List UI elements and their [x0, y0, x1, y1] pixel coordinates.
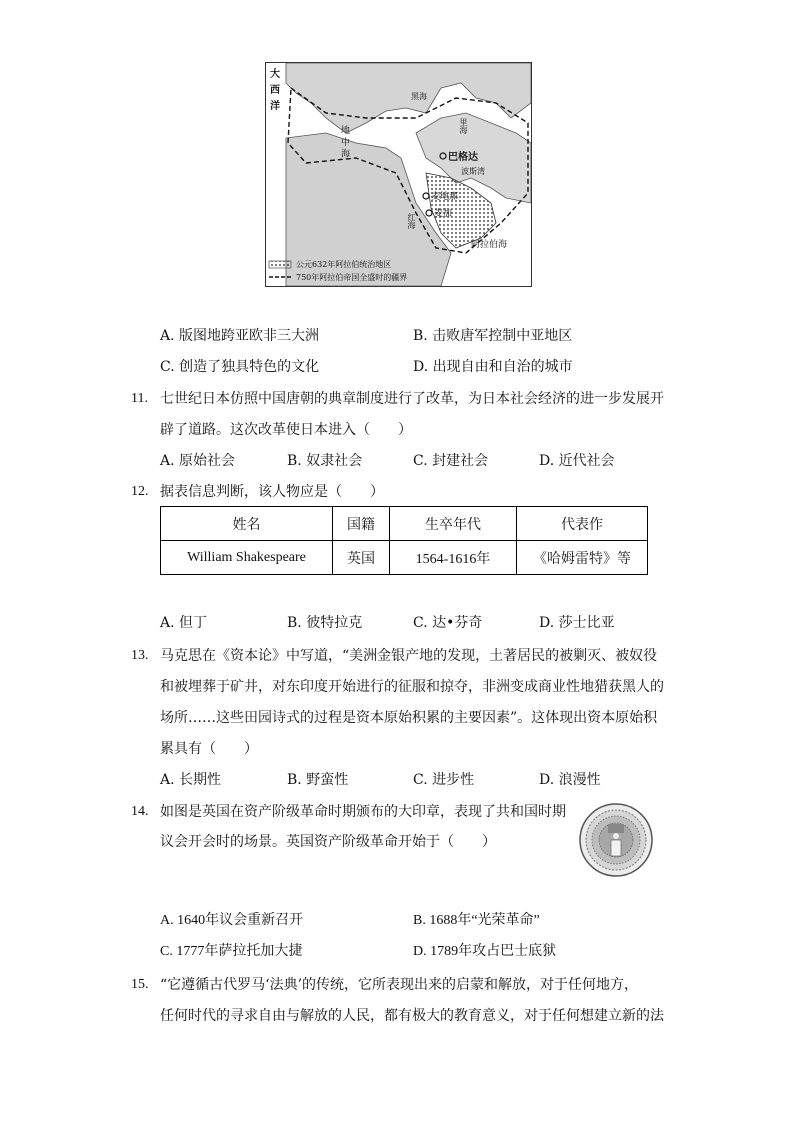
- q12-option-d[interactable]: D. 莎士比亚: [539, 615, 615, 631]
- q14-option-a[interactable]: A. 1640年议会重新召开: [160, 913, 304, 928]
- q13-number: 13.: [131, 648, 149, 663]
- q12-option-b[interactable]: B. 彼特拉克: [287, 615, 363, 631]
- map-label-medina: 麦地那: [431, 192, 459, 202]
- seal-graphic: [578, 802, 654, 878]
- q15-number: 15.: [131, 977, 149, 992]
- q13-stem-line1: 马克思在《资本论》中写道，“美洲金银产地的发现，土著居民的被剿灭、被奴役: [160, 648, 658, 664]
- q14-option-b[interactable]: B. 1688年“光荣革命”: [413, 913, 540, 928]
- map-label-persian-gulf: 波斯湾: [461, 167, 485, 176]
- q13-stem-line4: 累具有（ ）: [160, 741, 258, 757]
- q11-stem-line1: 七世纪日本仿照中国唐朝的典章制度进行了改革，为日本社会经济的进一步发展开: [160, 391, 664, 407]
- q12-stem: 据表信息判断，该人物应是（ ）: [160, 484, 384, 500]
- q13-stem-line3: 场所……这些田园诗式的过程是资本原始积累的主要因素”。这体现出资本原始积: [160, 710, 658, 726]
- land-europe: [286, 63, 531, 133]
- q11-option-d[interactable]: D. 近代社会: [539, 453, 615, 469]
- q13-option-c[interactable]: C. 进步性: [413, 772, 475, 788]
- q11-option-b[interactable]: B. 奴隶社会: [287, 453, 363, 469]
- table-cell-nationality: 英国: [333, 541, 390, 575]
- q10-option-d[interactable]: D. 出现自由和自治的城市: [413, 359, 573, 375]
- q12-number: 12.: [131, 484, 149, 499]
- map-label-red-sea: 红海: [407, 213, 416, 229]
- shakespeare-table: [160, 506, 648, 575]
- q15-stem-line1: “它遵循古代罗马‘法典’的传统，它所表现出来的启蒙和解放，对于任何地方，: [160, 977, 639, 993]
- q10-option-b[interactable]: B. 击败唐军控制中亚地区: [413, 328, 573, 344]
- q10-option-c[interactable]: C. 创造了独具特色的文化: [160, 359, 320, 375]
- q14-stem-line1: 如图是英国在资产阶级革命时期颁布的大印章，表现了共和国时期: [160, 804, 566, 820]
- great-seal-image: [578, 802, 654, 878]
- map-label-caspian: 里海: [459, 118, 468, 134]
- table-cell-name: William Shakespeare: [161, 541, 333, 575]
- q10-option-a[interactable]: A. 版图地跨亚欧非三大洲: [160, 328, 320, 344]
- q11-option-a[interactable]: A. 原始社会: [160, 453, 236, 469]
- arab-empire-map: [265, 62, 532, 287]
- mecca-marker: [426, 210, 432, 216]
- q14-option-c[interactable]: C. 1777年萨拉托加大捷: [160, 944, 303, 959]
- map-label-atlantic: 大 西 洋: [270, 69, 280, 112]
- map-label-black-sea: 黑海: [411, 92, 427, 101]
- map-label-baghdad: 巴格达: [448, 152, 478, 163]
- table-header-row: [161, 507, 648, 541]
- table-header-cell: 国籍: [333, 507, 390, 541]
- q12-option-c[interactable]: C. 达•芬奇: [413, 615, 483, 631]
- q13-option-d[interactable]: D. 浪漫性: [539, 772, 601, 788]
- map-label-mecca: 麦加: [434, 209, 453, 219]
- q14-stem-line2: 议会开会时的场景。英国资产阶级革命开始于（ ）: [160, 834, 496, 850]
- q13-stem-line2: 和被埋葬于矿井，对东印度开始进行的征服和掠夺，非洲变成商业性地猎获黑人的: [160, 679, 664, 695]
- table-header-cell: 代表作: [517, 507, 648, 541]
- q11-number: 11.: [131, 391, 148, 406]
- q11-option-c[interactable]: C. 封建社会: [413, 453, 489, 469]
- q13-option-a[interactable]: A. 长期性: [160, 772, 222, 788]
- q14-option-d[interactable]: D. 1789年攻占巴士底狱: [413, 944, 557, 959]
- map-legend-item-632: 公元632年阿拉伯统治地区: [296, 260, 392, 269]
- q13-option-b[interactable]: B. 野蛮性: [287, 772, 349, 788]
- table-cell-work: 《哈姆雷特》等: [517, 541, 648, 575]
- table-row: [161, 541, 648, 575]
- table-header-cell: 姓名: [161, 507, 333, 541]
- table-cell-years: 1564-1616年: [390, 541, 517, 575]
- q15-stem-line2: 任何时代的寻求自由与解放的人民，都有极大的教育意义，对于任何想建立新的法: [160, 1008, 664, 1024]
- map-label-arabian-sea: 阿拉伯海: [471, 240, 508, 250]
- map-label-mediterranean: 地 中 海: [339, 125, 349, 158]
- q14-number: 14.: [131, 804, 149, 819]
- q11-stem-line2: 辟了道路。这次改革使日本进入（ ）: [160, 422, 412, 438]
- q12-option-a[interactable]: A. 但丁: [160, 615, 208, 631]
- medina-marker: [423, 193, 429, 199]
- table-header-cell: 生卒年代: [390, 507, 517, 541]
- map-graphic: [266, 63, 531, 286]
- map-legend-item-750: 750年阿拉伯帝国全盛时的疆界: [296, 273, 408, 282]
